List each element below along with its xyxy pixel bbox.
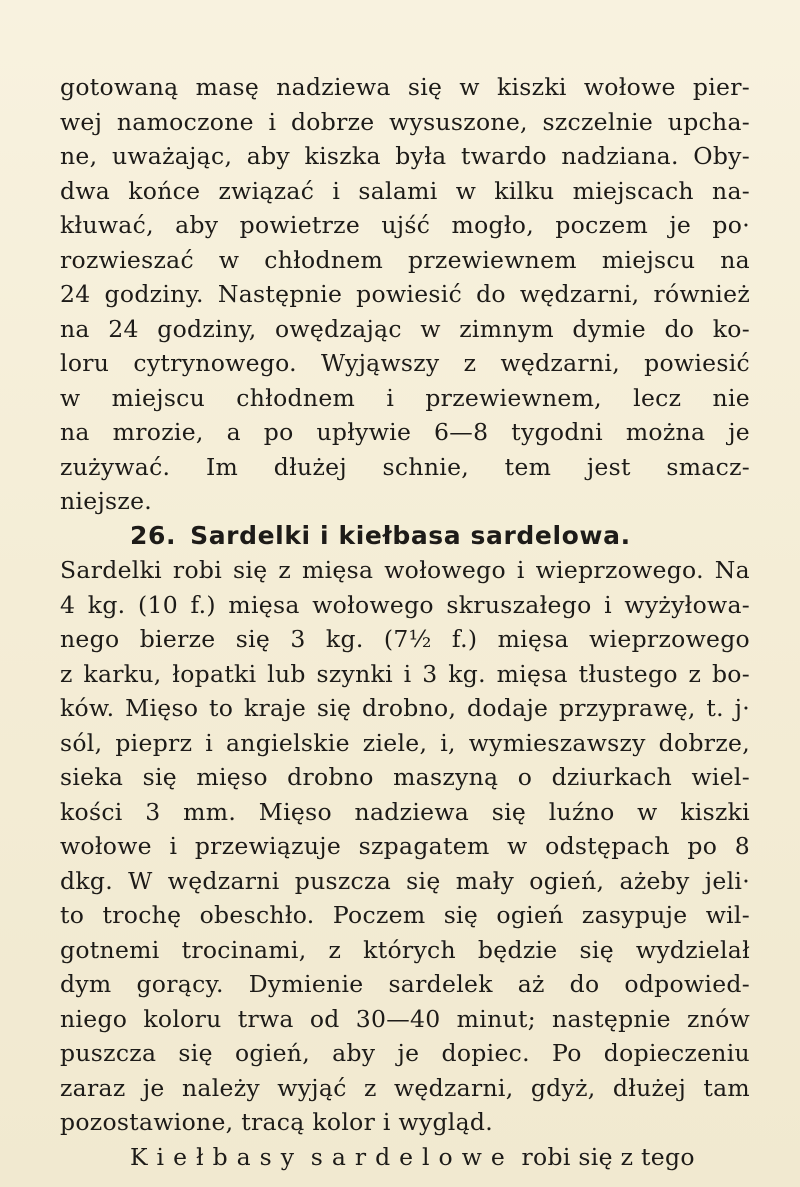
text-line: z karku, łopatki lub szynki i 3 kg. mięsa tłustego z bo- [60, 659, 750, 688]
text-line: to trochę obeschło. Poczem się ogień zasypuje wil- [60, 901, 750, 929]
text-line: gotowaną masę nadziewa się w kiszki wołowe pier- [60, 73, 750, 101]
spaced-word: Kiełbasy [130, 1142, 303, 1171]
text-line: zaraz je należy wyjąć z wędzarni, gdyż, dłużej tam [60, 1073, 750, 1102]
section-heading [60, 519, 750, 554]
text-line: niejsze. [60, 487, 153, 515]
section-number: 26. [130, 520, 177, 550]
text-line: zużywać. Im dłużej schnie, tem jest smacz- [60, 452, 750, 481]
text-line: wołowe i przewiązuje szpagatem w odstępach po 8 [60, 832, 750, 860]
text-line: puszcza się ogień, aby je dopiec. Po dopieczeniu [60, 1039, 750, 1067]
page-text [60, 70, 750, 1174]
text-line: rozwieszać w chłodnem przewiewnem miejscu na [60, 245, 750, 274]
text-line: 4 kg. (10 f.) mięsa wołowego skruszałego i wyżyłowa- [60, 590, 750, 619]
text-line: nego bierze się 3 kg. (7½ f.) mięsa wieprzowego [60, 625, 750, 653]
text-line: kości 3 mm. Mięso nadziewa się luźno w kiszki [60, 797, 750, 826]
text-line: Sardelki robi się z mięsa wołowego i wieprzowego. Na [60, 556, 750, 584]
text-line: niego koloru trwa od 30—40 minut; następnie znów [60, 1004, 750, 1033]
text-line: wej namoczone i dobrze wysuszone, szczelnie upcha- [60, 107, 750, 136]
paragraph-sardelki [60, 553, 750, 1140]
paragraph-kielbasy-start [60, 1140, 750, 1175]
text-line: ne, uważając, aby kiszka była twardo nadziana. Oby- [60, 142, 750, 170]
text-line: pozostawione, tracą kolor i wygląd. [60, 1108, 494, 1136]
text-line: ków. Mięso to kraje się drobno, dodaje przyprawę, t. j· [60, 694, 750, 722]
text-line: dwa końce związać i salami w kilku miejscach na- [60, 176, 750, 205]
text-line: sól, pieprz i angielskie ziele, i, wymieszawszy dobrze, [60, 728, 750, 757]
text-line: w miejscu chłodnem i przewiewnem, lecz nie [60, 383, 750, 412]
text-line: kłuwać, aby powietrze ujść mogło, poczem je po· [60, 211, 750, 239]
section-title: Sardelki i kiełbasa sardelowa. [190, 520, 631, 550]
spaced-word: sardelowe [310, 1142, 514, 1171]
text-line: loru cytrynowego. Wyjąwszy z wędzarni, powiesić [60, 349, 750, 377]
text-line: gotnemi trocinami, z których będzie się wydzielał [60, 935, 750, 964]
text-line: sieka się mięso drobno maszyną o dziurkach wiel- [60, 763, 750, 791]
text-line: 24 godziny. Następnie powiesić do wędzarni, również [60, 280, 750, 308]
text-fragment: robi się z tego [521, 1142, 695, 1171]
text-line: dym gorący. Dymienie sardelek aż do odpowied- [60, 970, 750, 998]
paragraph-continued [60, 70, 750, 519]
text-line: na 24 godziny, owędzając w zimnym dymie do ko- [60, 314, 750, 343]
text-line: dkg. W wędzarni puszcza się mały ogień, ażeby jeli· [60, 866, 750, 895]
text-line: na mrozie, a po upływie 6—8 tygodni można je [60, 418, 750, 446]
